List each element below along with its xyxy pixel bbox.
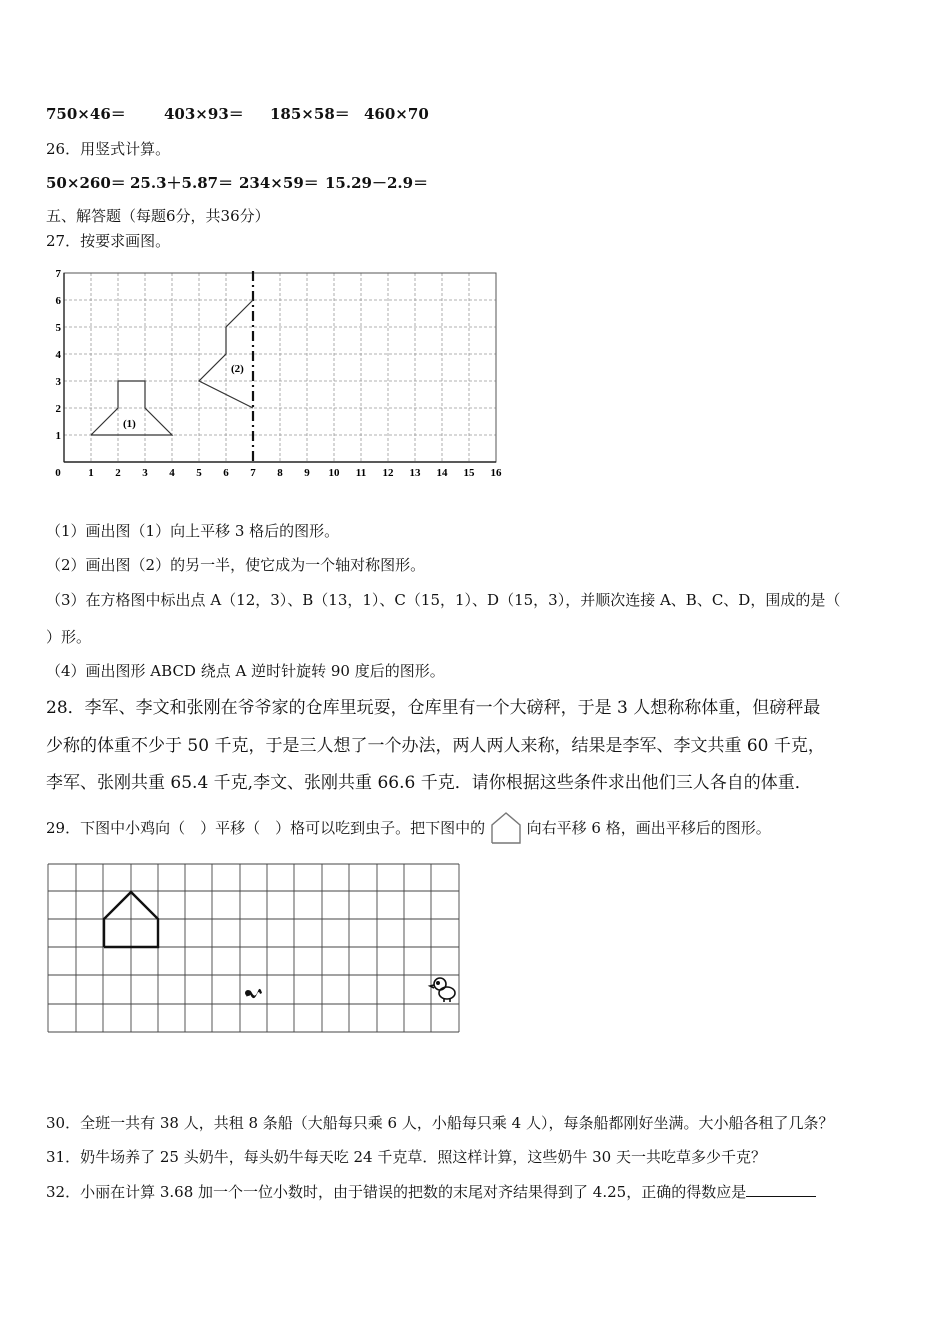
question-27-2: （2）画出图（2）的另一半，使它成为一个轴对称图形。 (46, 556, 426, 574)
x-tick-label: 2 (115, 467, 121, 479)
question-30: 30．全班一共有 38 人，共租 8 条船（大船每只乘 6 人，小船每只乘 4 人），每条船都刚好坐满。大小船各租了几条？ (46, 1114, 834, 1132)
x-tick-label: 15 (463, 467, 475, 479)
figure-1-label: (1) (123, 418, 136, 430)
y-tick-label: 6 (55, 295, 61, 307)
x-tick-label: 7 (250, 467, 256, 479)
question-27: 27．按要求画图。 (46, 232, 171, 250)
x-tick-label: 10 (328, 467, 340, 479)
x-tick-label: 13 (409, 467, 421, 479)
x-tick-label: 3 (142, 467, 148, 479)
chick-icon (430, 978, 455, 1002)
x-tick-label: 9 (304, 467, 310, 479)
question-28-line: 李军、张刚共重 65.4 千克,李文、张刚共重 66.6 千克．请你根据这些条件求出他们三人各自的体重． (46, 773, 812, 793)
calc-item: 25.3＋5.87＝ (130, 174, 234, 192)
origin-label: 0 (55, 467, 61, 479)
x-tick-label: 1 (88, 467, 94, 479)
question-29-text: 29．下图中小鸡向（ ）平移（ ）格可以吃到虫子。把下图中的 (46, 819, 486, 837)
x-tick-label: 12 (382, 467, 394, 479)
grid-lines (64, 273, 496, 462)
question-32 (46, 1181, 816, 1202)
x-tick-label: 8 (277, 467, 283, 479)
y-tick-label: 1 (55, 430, 61, 442)
question-28-line: 少称的体重不少于 50 千克，于是三人想了一个办法，两人两人来称，结果是李军、李文共重 60 千克， (46, 736, 825, 756)
calc-item: 50×260＝ (46, 174, 126, 192)
calc-item: 185×58＝ (270, 105, 350, 123)
calc-row-2 (46, 172, 428, 193)
x-tick-label: 4 (169, 467, 175, 479)
y-tick-label: 3 (55, 376, 61, 388)
y-tick-label: 7 (55, 268, 61, 280)
x-tick-label: 6 (223, 467, 229, 479)
question-29 (46, 817, 771, 838)
question-27-4: （4）画出图形 ABCD 绕点 A 逆时针旋转 90 度后的图形。 (46, 662, 445, 680)
calc-item: 15.29－2.9＝ (325, 174, 429, 192)
calc-item: 234×59＝ (239, 174, 319, 192)
calc-item: 750×46＝ (46, 105, 126, 123)
house-shape-icon (490, 811, 522, 845)
question-28-line: 28．李军、李文和张刚在爷爷家的仓库里玩耍，仓库里有一个大磅秤，于是 3 人想称称体重，但磅秤最 (46, 698, 821, 718)
figure-2-label: (2) (231, 363, 244, 375)
section-title: 五、解答题（每题6分，共36分） (46, 207, 270, 225)
calc-item: 460×70 (364, 105, 429, 123)
question-27-1: （1）画出图（1）向上平移 3 格后的图形。 (46, 522, 340, 540)
question-27-3: （3）在方格图中标出点 A（12，3）、B（13，1）、C（15，1）、D（15，3），并顺次连接 A、B、C、D，围成的是（ (46, 591, 841, 609)
coordinate-grid (40, 262, 515, 482)
x-tick-label: 14 (436, 467, 448, 479)
worm-icon (245, 989, 262, 998)
question-29-text-end: 向右平移 6 格，画出平移后的图形。 (526, 819, 771, 837)
y-tick-label: 5 (55, 322, 61, 334)
question-26: 26．用竖式计算。 (46, 140, 171, 158)
x-tick-label: 16 (490, 467, 502, 479)
y-tick-label: 2 (55, 403, 61, 415)
x-tick-label: 11 (355, 467, 367, 479)
answer-blank[interactable] (746, 1182, 816, 1197)
question-32-text: 32．小丽在计算 3.68 加一个一位小数时，由于错误的把数的末尾对齐结果得到了 4.25，正确的得数应是 (46, 1183, 747, 1201)
y-tick-label: 4 (55, 349, 61, 361)
question-27-3-end: ）形。 (46, 628, 92, 646)
chick-grid (44, 860, 464, 1040)
calc-row-1 (46, 103, 429, 124)
x-tick-label: 5 (196, 467, 202, 479)
calc-item: 403×93＝ (164, 105, 244, 123)
question-31: 31．奶牛场养了 25 头奶牛，每头奶牛每天吃 24 千克草．照这样计算，这些奶牛 30 天一共吃草多少千克？ (46, 1148, 766, 1166)
